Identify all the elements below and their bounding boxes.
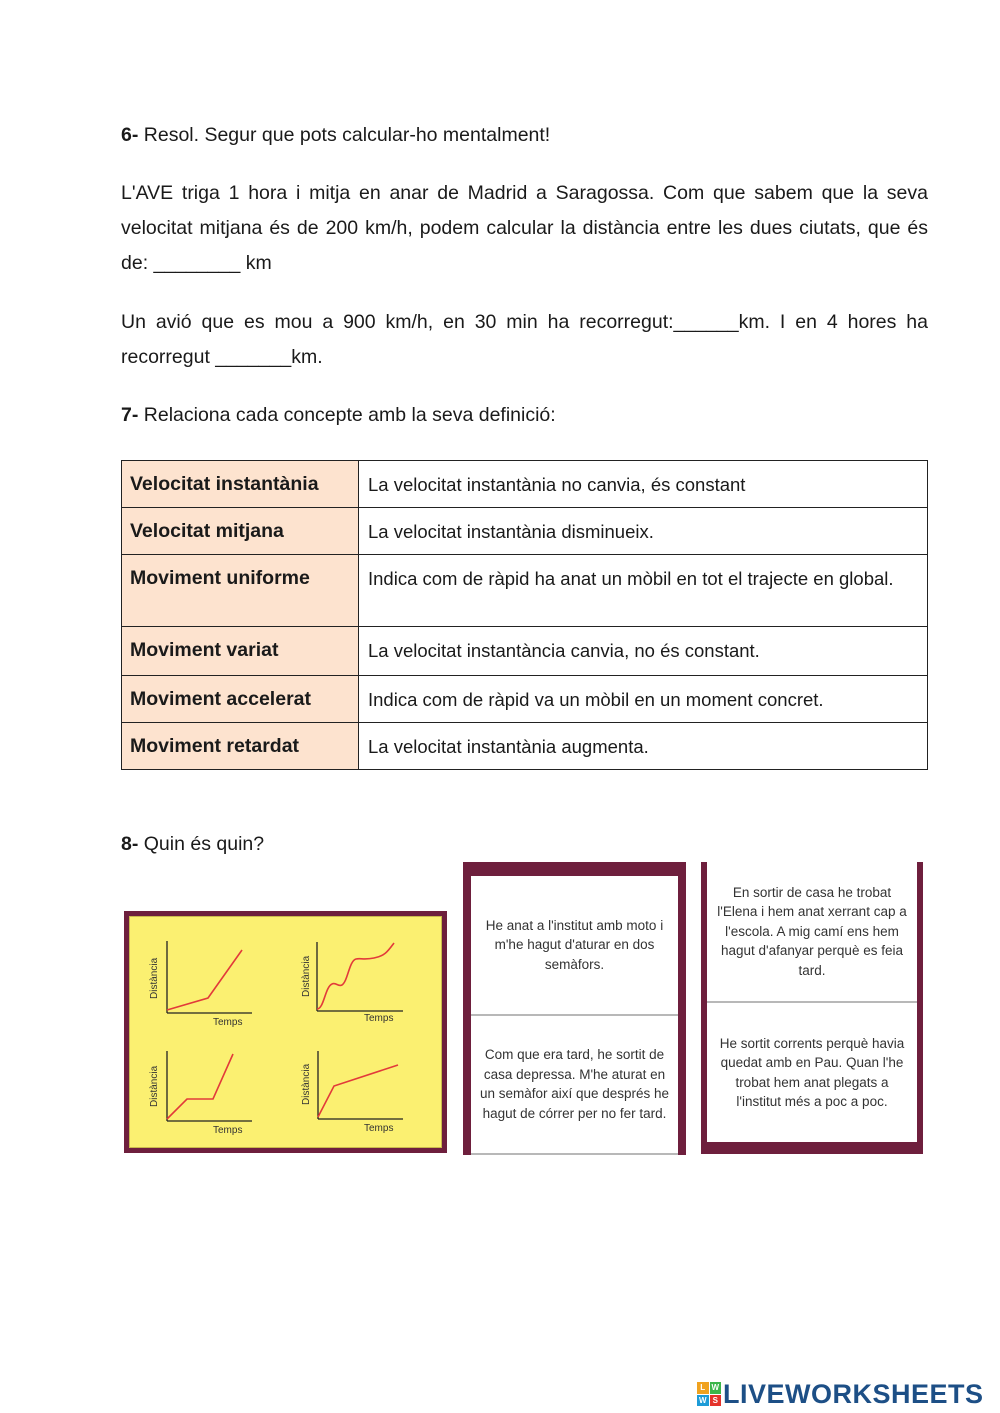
concept-cell: Velocitat instantània xyxy=(122,461,359,508)
graph-4 xyxy=(301,1051,403,1134)
definition-cell: Indica com de ràpid ha anat un mòbil en tot el trajecte en global. xyxy=(359,555,928,627)
liveworksheets-brand xyxy=(697,1378,984,1410)
table-row xyxy=(122,508,928,555)
story-card: En sortir de casa he trobat l'Elena i hem anat xerrant cap a l'escola. A mig camí ens hem hagut d'afanyar perquè es feia tard. xyxy=(707,862,917,1003)
graph-3-line xyxy=(167,1054,233,1119)
definition-cell: Indica com de ràpid va un mòbil en un moment concret. xyxy=(359,676,928,723)
table-row xyxy=(122,627,928,676)
question-6-problem-2: Un avió que es mou a 900 km/h, en 30 min ha recorregut:______km. I en 4 hores ha recorregut _______km. xyxy=(121,311,928,368)
concept-cell: Velocitat mitjana xyxy=(122,508,359,555)
concept-cell: Moviment accelerat xyxy=(122,676,359,723)
concept-cell: Moviment uniforme xyxy=(122,555,359,627)
card-stack-a xyxy=(471,876,678,1155)
graph-1 xyxy=(149,941,252,1028)
question-8-title xyxy=(121,827,928,862)
definition-cell: La velocitat instantània no canvia, és constant xyxy=(359,461,928,508)
question-7-title xyxy=(121,398,928,433)
question-6-number: 6- xyxy=(121,124,139,146)
logo-letter: S xyxy=(710,1395,722,1407)
graph-2 xyxy=(301,942,403,1024)
story-cards-column-a xyxy=(463,862,686,1155)
graph-2-line xyxy=(317,943,394,1009)
story-card: Com que era tard, he sortit de casa depressa. M'he aturat en un semàfor així que després he hagut de córrer per no fer tard. xyxy=(479,1047,670,1121)
logo-letter: W xyxy=(711,1383,720,1392)
table-row xyxy=(122,676,928,723)
logo-letter: L xyxy=(697,1382,709,1394)
graph-4-line xyxy=(318,1065,398,1117)
question-6-problem-1: L'AVE triga 1 hora i mitja en anar de Madrid a Saragossa. Com que sabem que la seva velocitat mitjana és de 200 km/h, podem calcular la distància entre les dues ciutats, que és de: ________ km xyxy=(121,182,928,274)
question-8-text: Quin és quin? xyxy=(143,833,265,855)
graph-3 xyxy=(149,1051,252,1136)
story-card: He sortit corrents perquè havia quedat amb en Pau. Quan l'he trobat hem anat plegats a l'institut més a poc a poc. xyxy=(719,1035,905,1109)
graph-4-x-label: Temps xyxy=(364,1123,394,1134)
table-row xyxy=(122,461,928,508)
concept-cell: Moviment variat xyxy=(122,627,359,676)
story-card: He anat a l'institut amb moto i m'he hagut d'aturar en dos semàfors. xyxy=(471,876,678,1016)
distance-time-graphs xyxy=(130,917,441,1147)
definition-cell: La velocitat instantània disminueix. xyxy=(359,508,928,555)
graph-3-x-label: Temps xyxy=(213,1125,243,1136)
liveworksheets-wordmark: LIVEWORKSHEETS xyxy=(723,1378,984,1409)
table-row xyxy=(122,555,928,627)
concept-cell: Moviment retardat xyxy=(122,723,359,770)
question-7-text: Relaciona cada concepte amb la seva definició: xyxy=(143,404,556,426)
concept-definition-table xyxy=(121,460,928,770)
table-row xyxy=(122,723,928,770)
logo-letter: W xyxy=(698,1395,707,1405)
question-6-text: Resol. Segur que pots calcular-ho mentalment! xyxy=(143,124,551,146)
graphs-panel xyxy=(124,911,447,1153)
graph-1-line xyxy=(167,950,242,1010)
graph-1-y-label: Distància xyxy=(149,957,160,999)
story-cards-column-b xyxy=(701,862,923,1154)
graph-2-y-label: Distància xyxy=(301,955,312,997)
graphs-area xyxy=(129,916,442,1148)
definition-cell: La velocitat instantància canvia, no és constant. xyxy=(359,627,928,676)
liveworksheets-logo-icon xyxy=(697,1382,721,1406)
card-stack-b xyxy=(707,862,917,1142)
graph-1-x-label: Temps xyxy=(213,1017,243,1028)
question-7-number: 7- xyxy=(121,404,139,426)
definition-cell: La velocitat instantània augmenta. xyxy=(359,723,928,770)
question-8-number: 8- xyxy=(121,833,139,855)
question-6-title xyxy=(121,118,928,153)
graph-2-x-label: Temps xyxy=(364,1013,394,1024)
graph-3-y-label: Distància xyxy=(149,1065,160,1107)
graph-4-y-label: Distància xyxy=(301,1063,312,1105)
